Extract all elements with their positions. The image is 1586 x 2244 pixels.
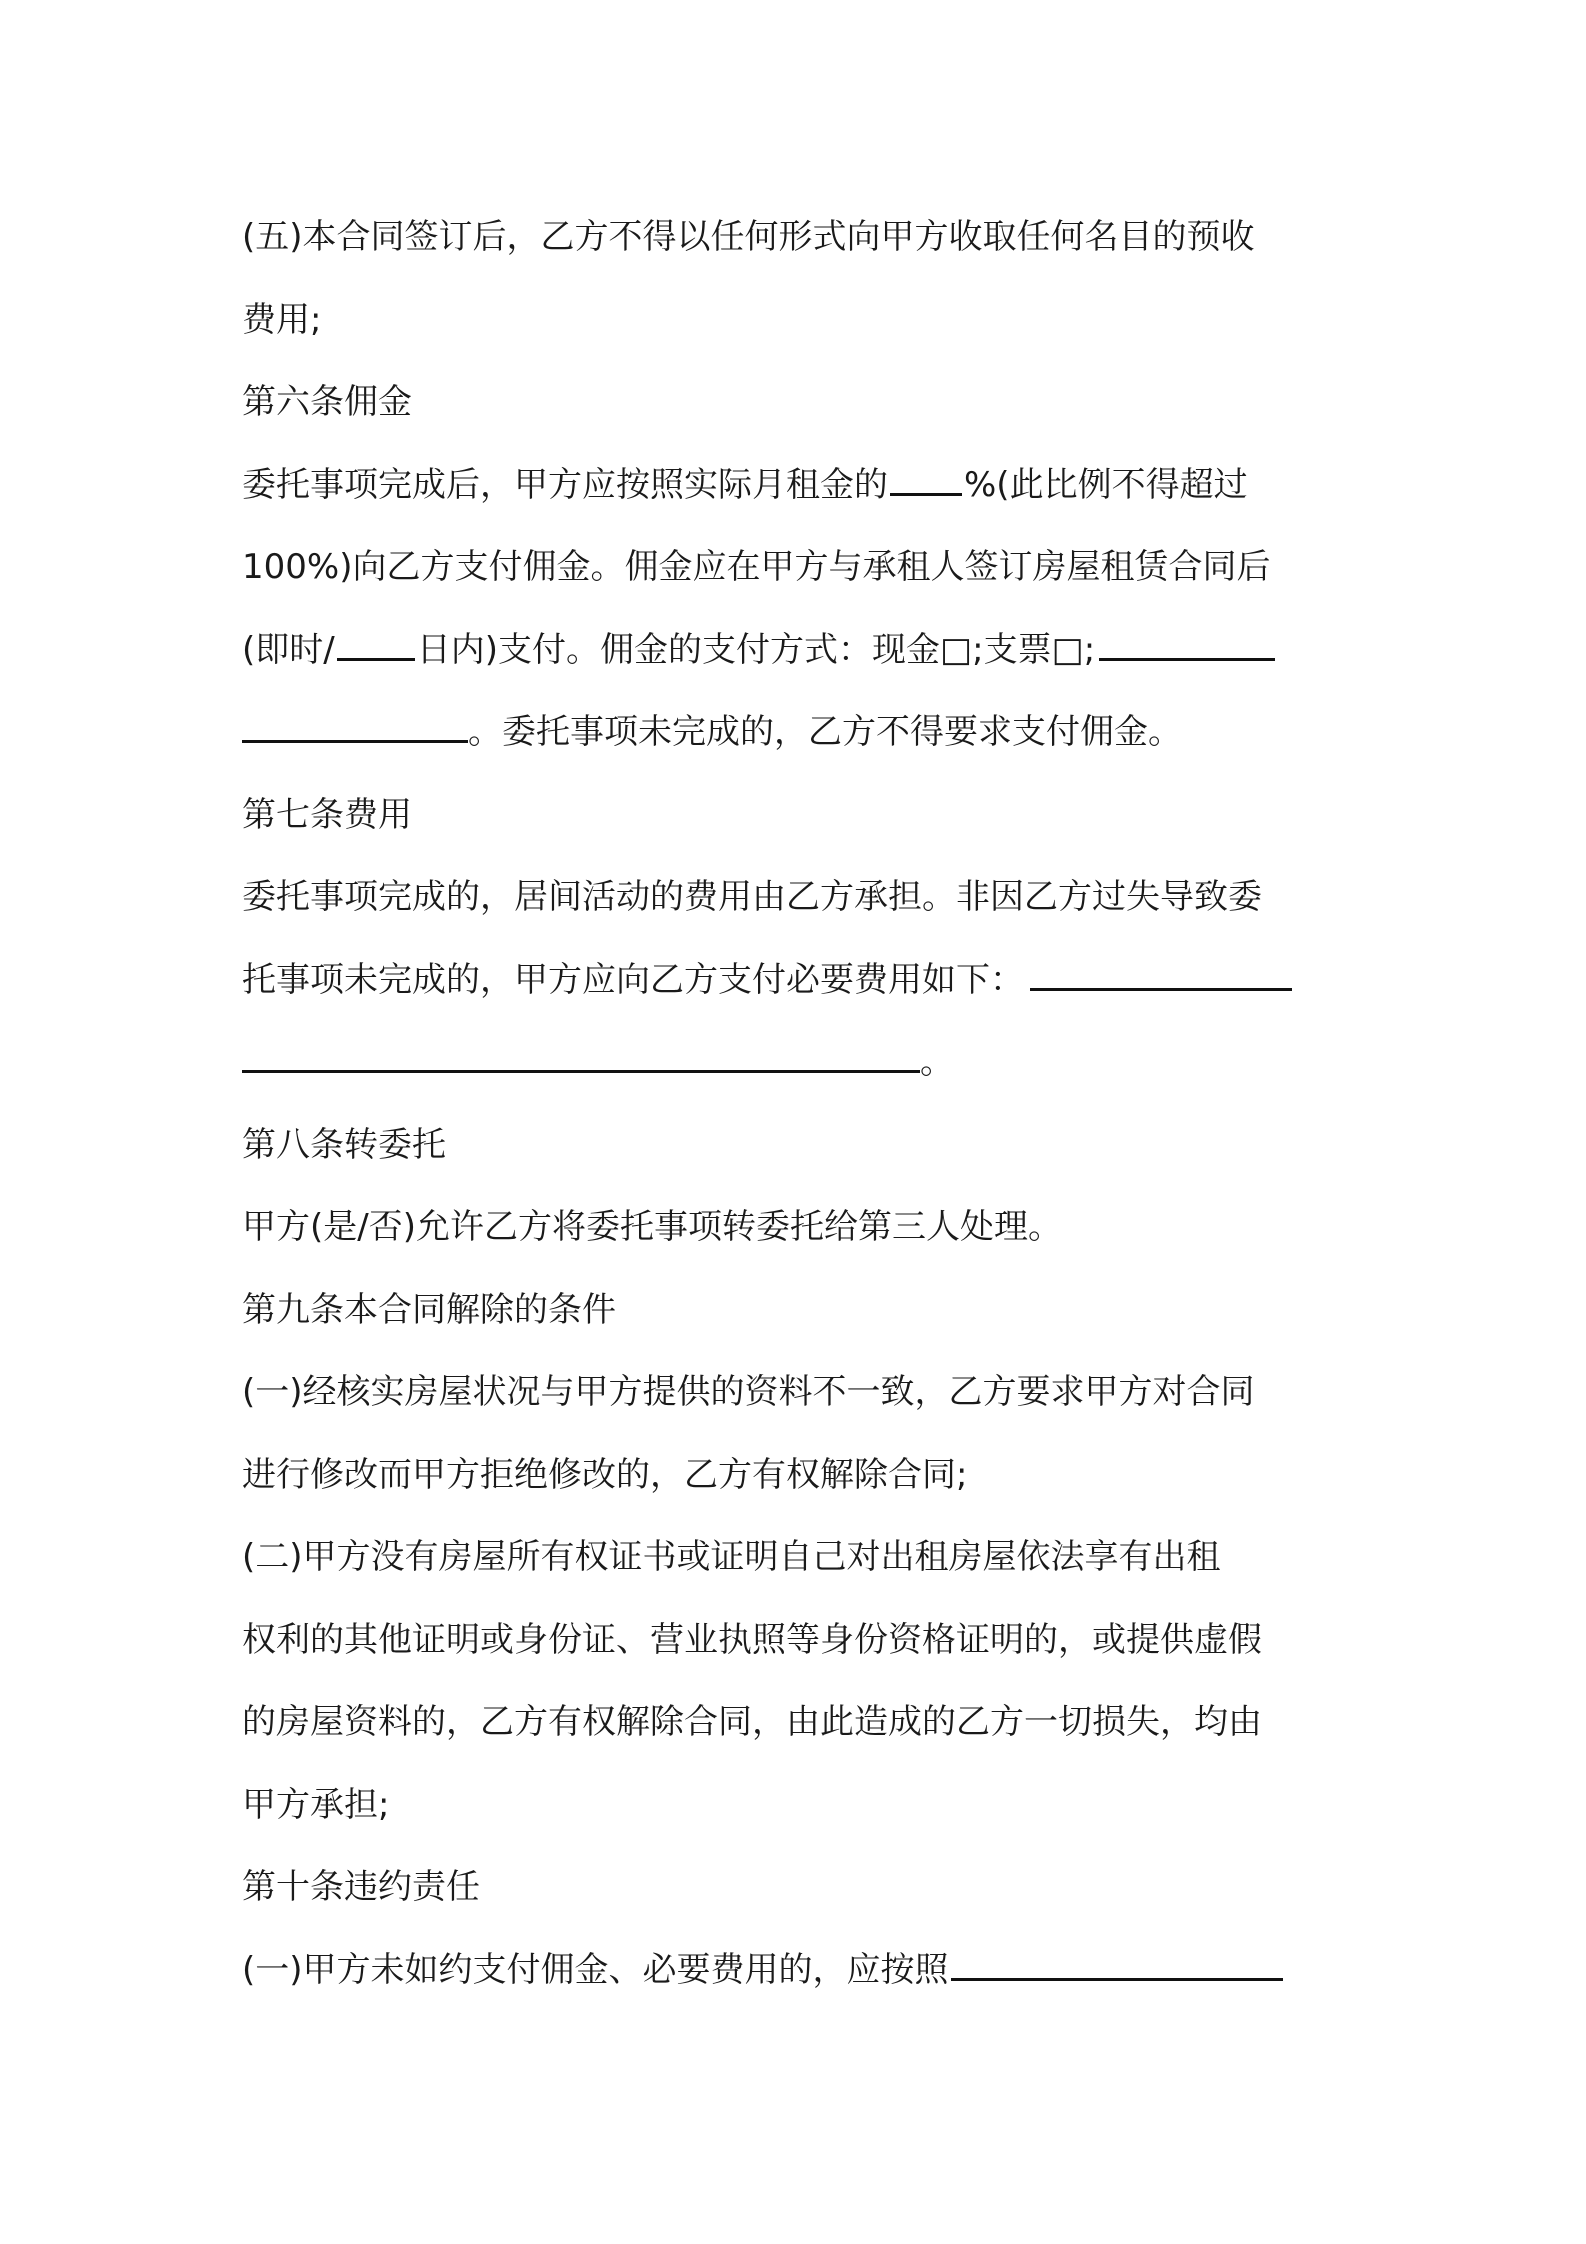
article-9-item-2-line-4 xyxy=(242,1764,1354,1847)
article-8-line-1 xyxy=(242,1186,1354,1269)
expenses-blank-b[interactable] xyxy=(242,1042,920,1073)
clause-5-line-2 xyxy=(242,279,1354,362)
article-6-text-3a: (即时/ xyxy=(242,629,335,670)
article-9-item-1-text-1: (一)经核实房屋状况与甲方提供的资料不一致，乙方要求甲方对合同 xyxy=(242,1372,1255,1412)
clause-5-text-2: 费用; xyxy=(242,299,322,340)
article-7-text-1: 委托事项完成的，居间活动的费用由乙方承担。非因乙方过失导致委 xyxy=(242,877,1262,917)
article-9-item-2-line-3 xyxy=(242,1681,1354,1764)
article-9-item-1-line-1 xyxy=(242,1351,1354,1434)
payment-method-blank-a[interactable] xyxy=(1099,630,1275,661)
clause-5-line-1 xyxy=(242,196,1354,279)
article-6-text-1b: %(此比例不得超过 xyxy=(964,464,1248,505)
article-6-text-3b: 日内)支付。佣金的支付方式：现金□;支票□; xyxy=(416,629,1096,670)
article-9-item-2-line-2 xyxy=(242,1599,1354,1682)
article-7-line-1 xyxy=(242,856,1354,939)
article-7-line-2 xyxy=(242,939,1354,1022)
article-9-title: 第九条本合同解除的条件 xyxy=(242,1289,616,1330)
article-6-line-4 xyxy=(242,691,1354,774)
penalty-basis-blank[interactable] xyxy=(951,1950,1283,1981)
expenses-blank-a[interactable] xyxy=(1030,960,1292,991)
article-8-title: 第八条转委托 xyxy=(242,1124,446,1165)
article-6-text-1a: 委托事项完成后，甲方应按照实际月租金的 xyxy=(242,464,888,505)
article-10-item-1-text-1a: (一)甲方未如约支付佣金、必要费用的，应按照 xyxy=(242,1949,949,1990)
article-9-item-2-text-3: 的房屋资料的，乙方有权解除合同，由此造成的乙方一切损失，均由 xyxy=(242,1702,1262,1742)
article-9-item-2-text-4: 甲方承担; xyxy=(242,1784,390,1825)
article-10-heading xyxy=(242,1846,1354,1929)
article-9-heading xyxy=(242,1269,1354,1352)
article-8-text-1: 甲方(是/否)允许乙方将委托事项转委托给第三人处理。 xyxy=(242,1207,1062,1247)
article-9-item-1-text-2: 进行修改而甲方拒绝修改的，乙方有权解除合同; xyxy=(242,1454,968,1495)
clause-5-text-1: (五)本合同签订后，乙方不得以任何形式向甲方收取任何名目的预收 xyxy=(242,217,1255,257)
article-6-line-3 xyxy=(242,609,1354,692)
article-6-line-2 xyxy=(242,526,1354,609)
article-9-item-2-text-2: 权利的其他证明或身份证、营业执照等身份资格证明的，或提供虚假 xyxy=(242,1619,1262,1660)
article-7-text-3b: 。 xyxy=(920,1042,954,1082)
article-8-heading xyxy=(242,1104,1354,1187)
article-9-item-2-text-1: (二)甲方没有房屋所有权证书或证明自己对出租房屋依法享有出租 xyxy=(242,1537,1221,1577)
payment-method-blank-b[interactable] xyxy=(242,712,468,743)
article-10-item-1-line-1 xyxy=(242,1929,1354,2012)
article-6-text-2: 100%)向乙方支付佣金。佣金应在甲方与承租人签订房屋租赁合同后 xyxy=(242,547,1271,587)
article-10-title: 第十条违约责任 xyxy=(242,1867,480,1907)
article-7-text-2a: 托事项未完成的，甲方应向乙方支付必要费用如下： xyxy=(242,959,1024,1000)
article-6-text-4b: 。委托事项未完成的，乙方不得要求支付佣金。 xyxy=(468,712,1182,752)
contract-body xyxy=(242,196,1354,2011)
article-6-title: 第六条佣金 xyxy=(242,382,412,422)
article-6-heading xyxy=(242,361,1354,444)
article-9-item-2-line-1 xyxy=(242,1516,1354,1599)
article-9-item-1-line-2 xyxy=(242,1434,1354,1517)
commission-rate-blank[interactable] xyxy=(890,465,962,496)
article-7-title: 第七条费用 xyxy=(242,794,412,835)
article-6-line-1 xyxy=(242,444,1354,527)
article-7-heading xyxy=(242,774,1354,857)
article-7-line-3 xyxy=(242,1021,1354,1104)
payment-days-blank[interactable] xyxy=(337,630,415,661)
